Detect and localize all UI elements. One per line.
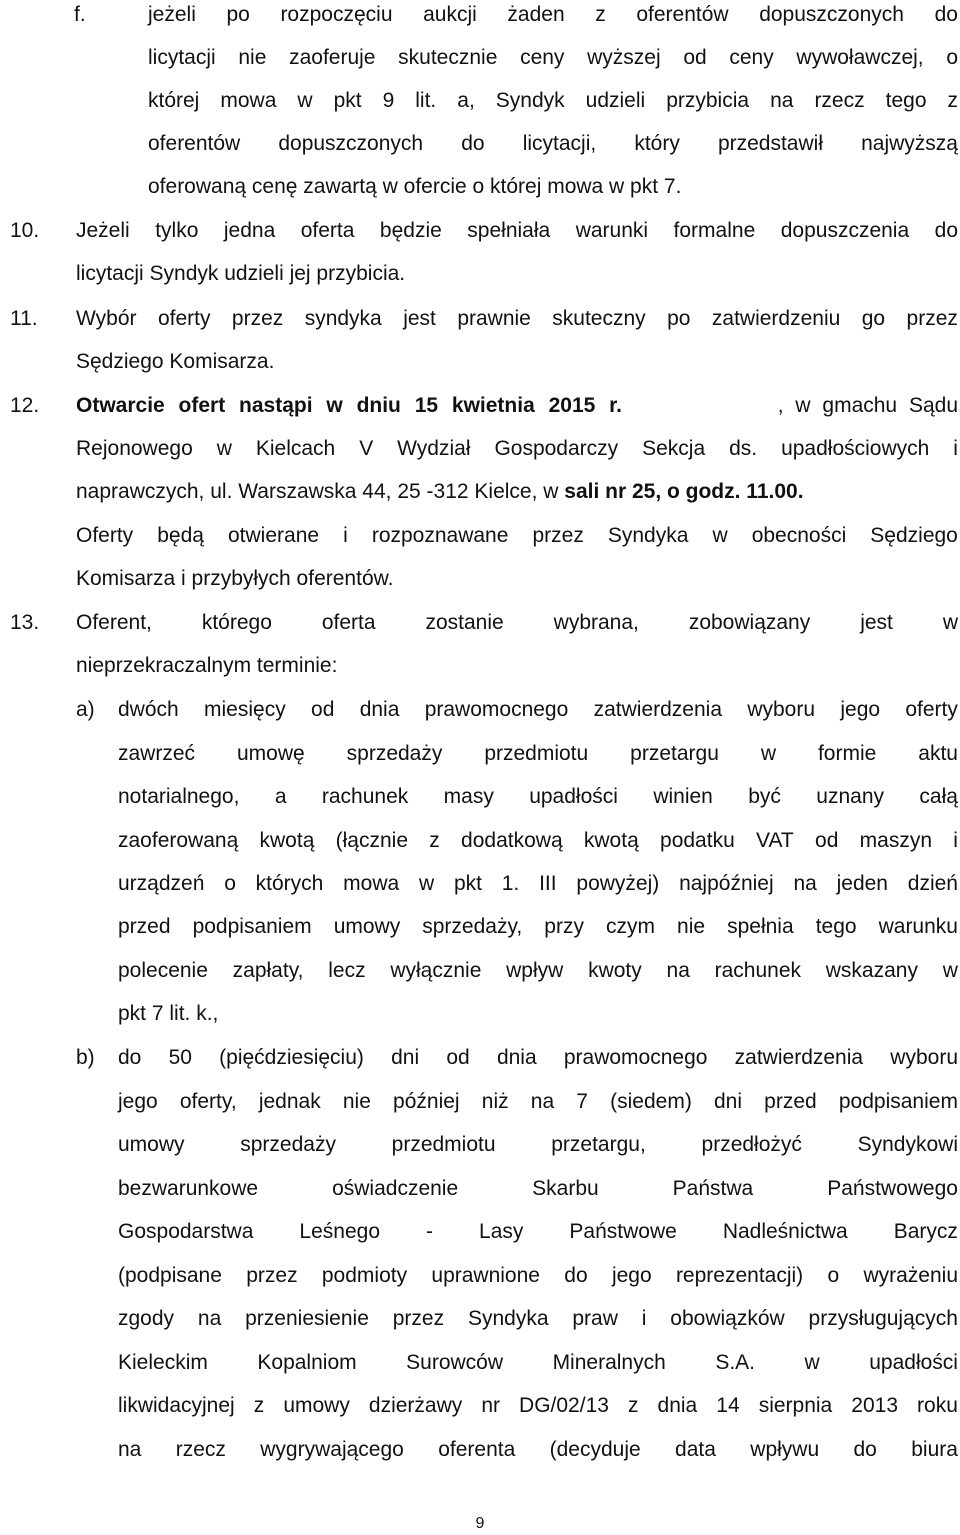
paragraph-text: naprawczych, ul. Warszawska 44, 25 -312 Kielce, w bbox=[76, 480, 565, 503]
word: nie bbox=[342, 1090, 371, 1113]
word: mowa bbox=[220, 89, 277, 112]
word: jeżeli bbox=[148, 3, 196, 26]
word: upadłości bbox=[869, 1351, 958, 1374]
word: rachunek bbox=[714, 959, 802, 982]
word: na bbox=[197, 1307, 222, 1330]
word: Syndyka bbox=[607, 524, 689, 547]
word: Syndyk bbox=[495, 89, 565, 112]
word: w bbox=[418, 872, 435, 895]
word: których bbox=[255, 872, 324, 895]
word: skutecznie bbox=[398, 46, 498, 69]
word: Państwa bbox=[672, 1177, 754, 1200]
word: umowy bbox=[118, 1133, 185, 1156]
word: Syndykowi bbox=[857, 1133, 958, 1156]
word: Kielcach bbox=[255, 437, 336, 460]
word: umowę bbox=[236, 742, 305, 765]
word: wyłącznie bbox=[390, 959, 482, 982]
word: biura bbox=[911, 1438, 958, 1461]
paragraph-line bbox=[118, 697, 958, 723]
word: do bbox=[853, 1438, 877, 1461]
word: jest bbox=[860, 611, 893, 634]
paragraph-line bbox=[76, 393, 958, 419]
word: której bbox=[148, 89, 200, 112]
word: zaoferowaną bbox=[118, 829, 239, 852]
word: miesięcy bbox=[204, 698, 286, 721]
paragraph-line bbox=[118, 871, 958, 897]
paragraph-line: nieprzekraczalnym terminie: bbox=[76, 654, 338, 677]
word: przed bbox=[764, 1090, 817, 1113]
word: do bbox=[934, 3, 958, 26]
word: rozpoznawane bbox=[371, 524, 509, 547]
word: przez bbox=[392, 1307, 445, 1330]
word: który bbox=[634, 132, 680, 155]
word: najpóźniej bbox=[679, 872, 774, 895]
word: dnia bbox=[496, 1046, 537, 1069]
word: likwidacyjnej bbox=[118, 1394, 235, 1417]
word: w bbox=[297, 89, 313, 112]
word: a, bbox=[457, 89, 475, 112]
word: (podpisane bbox=[118, 1264, 222, 1287]
paragraph-line bbox=[118, 1219, 958, 1245]
word: 14 bbox=[716, 1394, 740, 1417]
word: warunki bbox=[575, 219, 649, 242]
word: polecenie bbox=[118, 959, 208, 982]
word: sprzedaży bbox=[240, 1133, 336, 1156]
paragraph-line bbox=[148, 131, 958, 157]
word: pkt bbox=[453, 872, 482, 895]
word: na bbox=[666, 959, 690, 982]
word: VAT bbox=[756, 829, 794, 852]
paragraph-line bbox=[76, 218, 958, 244]
word: Wybór bbox=[76, 307, 137, 330]
word: przybicia bbox=[666, 89, 750, 112]
paragraph-line bbox=[148, 88, 958, 114]
word: przetargu, bbox=[551, 1133, 646, 1156]
word: ceny bbox=[520, 46, 565, 69]
word: podmioty bbox=[321, 1264, 408, 1287]
word: w bbox=[712, 524, 728, 547]
word: najwyższą bbox=[861, 132, 958, 155]
paragraph-line: pkt 7 lit. k., bbox=[118, 1002, 219, 1025]
word: go bbox=[861, 307, 886, 330]
word: prawomocnego bbox=[424, 698, 569, 721]
word: Wydział bbox=[397, 437, 471, 460]
word: Skarbu bbox=[532, 1177, 599, 1200]
word: zatwierdzenia bbox=[593, 698, 723, 721]
word: urządzeń bbox=[118, 872, 205, 895]
word: Sędziego bbox=[870, 524, 958, 547]
word: i bbox=[953, 437, 958, 460]
word: później bbox=[393, 1090, 460, 1113]
word: (łącznie bbox=[335, 829, 409, 852]
word: (siedem) bbox=[610, 1090, 692, 1113]
word: (pięćdziesięciu) bbox=[219, 1046, 364, 1069]
word: oferty bbox=[157, 307, 211, 330]
word: wywoławczej, bbox=[796, 46, 924, 69]
word: obecności bbox=[751, 524, 847, 547]
word: 7 bbox=[576, 1090, 588, 1113]
paragraph-line: Sędziego Komisarza. bbox=[76, 350, 275, 373]
word: mowa bbox=[343, 872, 400, 895]
word: DG/02/13 bbox=[519, 1394, 609, 1417]
word: wygrywającego bbox=[260, 1438, 404, 1461]
word: jedna bbox=[223, 219, 276, 242]
word: na bbox=[530, 1090, 555, 1113]
word: od bbox=[815, 829, 839, 852]
word: Nadleśnictwa bbox=[722, 1220, 848, 1243]
word: prawnie bbox=[457, 307, 531, 330]
word: wyższej bbox=[587, 46, 661, 69]
word: jego bbox=[611, 1264, 652, 1287]
word: Rejonowego bbox=[76, 437, 193, 460]
item-marker: f. bbox=[74, 3, 86, 26]
subitem-marker: b) bbox=[76, 1046, 95, 1069]
word: w bbox=[760, 742, 776, 765]
word: jego bbox=[118, 1090, 158, 1113]
word: z bbox=[627, 1394, 639, 1417]
paragraph-line bbox=[118, 958, 958, 984]
word: uznany bbox=[816, 785, 885, 808]
word: Kieleckim bbox=[118, 1351, 208, 1374]
item-marker: 12. bbox=[10, 394, 40, 417]
paragraph-line bbox=[118, 1176, 958, 1202]
word: którego bbox=[201, 611, 272, 634]
word: podatku bbox=[660, 829, 735, 852]
word: nie bbox=[238, 46, 267, 69]
word: V bbox=[359, 437, 374, 460]
word: lecz bbox=[328, 959, 366, 982]
paragraph-line bbox=[76, 479, 804, 505]
word: winien bbox=[653, 785, 713, 808]
word: - bbox=[426, 1220, 434, 1243]
word: 1. bbox=[501, 872, 520, 895]
word: III bbox=[539, 872, 557, 895]
word: kwotą bbox=[259, 829, 315, 852]
paragraph-line: Komisarza i przybyłych oferentów. bbox=[76, 567, 394, 590]
word: zostanie bbox=[425, 611, 504, 634]
paragraph-line bbox=[148, 45, 958, 71]
paragraph-line bbox=[118, 1393, 958, 1419]
word: rzecz bbox=[814, 89, 865, 112]
word: przysługujących bbox=[808, 1307, 958, 1330]
word: z bbox=[429, 829, 440, 852]
word: żaden bbox=[507, 3, 565, 26]
word: upadłościowych bbox=[781, 437, 930, 460]
paragraph-line bbox=[76, 523, 958, 549]
word: otwierane bbox=[228, 524, 320, 547]
word: kwotą bbox=[583, 829, 639, 852]
word: Barycz bbox=[893, 1220, 958, 1243]
word: zapłaty, bbox=[232, 959, 304, 982]
word: do bbox=[118, 1046, 142, 1069]
word: Kopalniom bbox=[257, 1351, 357, 1374]
word: jednak bbox=[258, 1090, 321, 1113]
word: w bbox=[942, 959, 958, 982]
word: kwoty bbox=[588, 959, 642, 982]
word: jest bbox=[403, 307, 436, 330]
word: wyboru bbox=[890, 1046, 958, 1069]
paragraph-line bbox=[118, 1089, 958, 1115]
word: a bbox=[274, 785, 287, 808]
word: syndyka bbox=[304, 307, 382, 330]
word: o bbox=[827, 1264, 840, 1287]
word: i bbox=[343, 524, 348, 547]
word: licytacji bbox=[148, 46, 216, 69]
word: dopuszczenia bbox=[780, 219, 910, 242]
word: oferentów bbox=[636, 3, 729, 26]
paragraph-line bbox=[118, 914, 958, 940]
item-marker: 13. bbox=[10, 611, 40, 634]
word: zgody bbox=[118, 1307, 175, 1330]
word: notarialnego, bbox=[118, 785, 240, 808]
word: dopuszczonych bbox=[278, 132, 424, 155]
word: Syndyka bbox=[467, 1307, 549, 1330]
word: Gospodarstwa bbox=[118, 1220, 254, 1243]
word: Leśnego bbox=[299, 1220, 380, 1243]
word: z bbox=[947, 89, 958, 112]
word: wpływ bbox=[506, 959, 564, 982]
word: aktu bbox=[918, 742, 958, 765]
word: na bbox=[118, 1438, 142, 1461]
word: z bbox=[595, 3, 606, 26]
word: przez bbox=[906, 307, 958, 330]
word: od bbox=[446, 1046, 470, 1069]
word: oferty, bbox=[179, 1090, 237, 1113]
word: przez bbox=[231, 307, 284, 330]
word: niż bbox=[481, 1090, 509, 1113]
word: Oferent, bbox=[76, 611, 152, 634]
word: przedmiotu bbox=[391, 1133, 496, 1156]
word: uprawnione bbox=[431, 1264, 540, 1287]
word: pkt bbox=[333, 89, 362, 112]
word: oferta bbox=[300, 219, 355, 242]
word: przy bbox=[544, 915, 584, 938]
word: umowy bbox=[333, 915, 401, 938]
word: tylko bbox=[155, 219, 199, 242]
word: sprzedaży, bbox=[422, 915, 523, 938]
word: spełnia bbox=[727, 915, 794, 938]
word: przez bbox=[532, 524, 584, 547]
word: z bbox=[253, 1394, 265, 1417]
word: dzień bbox=[907, 872, 958, 895]
word: o bbox=[946, 46, 958, 69]
word: dzierżawy bbox=[368, 1394, 463, 1417]
word: sprzedaży bbox=[346, 742, 443, 765]
word: jego bbox=[840, 698, 881, 721]
word: formie bbox=[817, 742, 877, 765]
word: rzecz bbox=[175, 1438, 226, 1461]
word: spełniała bbox=[467, 219, 551, 242]
word: do bbox=[934, 219, 958, 242]
word: do bbox=[461, 132, 485, 155]
word: zobowiązany bbox=[688, 611, 811, 634]
word: prawomocnego bbox=[563, 1046, 708, 1069]
word: wyboru bbox=[747, 698, 816, 721]
word: od bbox=[683, 46, 707, 69]
word: reprezentacji) bbox=[675, 1264, 804, 1287]
subitem-marker: a) bbox=[76, 698, 95, 721]
word: przetargu bbox=[630, 742, 719, 765]
word: przeniesienie bbox=[245, 1307, 369, 1330]
word: maszyn bbox=[859, 829, 932, 852]
word: tego bbox=[815, 915, 857, 938]
word: wpływu bbox=[750, 1438, 820, 1461]
word: Gospodarczy bbox=[494, 437, 619, 460]
paragraph-line bbox=[148, 2, 958, 28]
word: ceny bbox=[729, 46, 774, 69]
word: oferta bbox=[321, 611, 376, 634]
word: Państwowe bbox=[569, 1220, 677, 1243]
paragraph-line bbox=[118, 784, 958, 810]
paragraph-line bbox=[76, 436, 958, 462]
word: Sekcja bbox=[642, 437, 706, 460]
word: podpisaniem bbox=[192, 915, 312, 938]
word: przed bbox=[118, 915, 171, 938]
word: przedmiotu bbox=[484, 742, 589, 765]
word: nie bbox=[677, 915, 706, 938]
word: upadłości bbox=[529, 785, 618, 808]
word: bezwarunkowe bbox=[118, 1177, 259, 1200]
word: wskazany bbox=[825, 959, 918, 982]
paragraph-line bbox=[76, 610, 958, 636]
word: (decyduje bbox=[549, 1438, 641, 1461]
word: przedłożyć bbox=[701, 1133, 802, 1156]
word: będzie bbox=[379, 219, 442, 242]
word: Surowców bbox=[406, 1351, 504, 1374]
paragraph-line: licytacji Syndyk udzieli jej przybicia. bbox=[76, 262, 406, 285]
paragraph-line bbox=[118, 1132, 958, 1158]
word: od bbox=[311, 698, 335, 721]
word: licytacji, bbox=[522, 132, 597, 155]
word: oferenta bbox=[438, 1438, 516, 1461]
paragraph-line bbox=[118, 828, 958, 854]
word: skuteczny bbox=[552, 307, 646, 330]
word: Oferty bbox=[76, 524, 134, 547]
word: sierpnia bbox=[758, 1394, 833, 1417]
word: obowiązków bbox=[670, 1307, 785, 1330]
word: w bbox=[804, 1351, 820, 1374]
word: po bbox=[667, 307, 691, 330]
word: Lasy bbox=[479, 1220, 524, 1243]
item-marker: 11. bbox=[10, 307, 38, 330]
word: zatwierdzeniu bbox=[711, 307, 841, 330]
paragraph-line bbox=[118, 1350, 958, 1376]
paragraph-line bbox=[118, 741, 958, 767]
word: warunku bbox=[878, 915, 958, 938]
paragraph-line bbox=[118, 1437, 958, 1463]
word: nr bbox=[481, 1394, 500, 1417]
word: oświadczenie bbox=[332, 1177, 459, 1200]
word: rozpoczęciu bbox=[280, 3, 393, 26]
word: formalne bbox=[673, 219, 756, 242]
word: roku bbox=[917, 1394, 958, 1417]
word: do bbox=[564, 1264, 588, 1287]
word: oferty bbox=[905, 698, 958, 721]
word: praw bbox=[572, 1307, 618, 1330]
word: lit. bbox=[415, 89, 437, 112]
word: o bbox=[224, 872, 236, 895]
word: na bbox=[770, 89, 794, 112]
word: data bbox=[675, 1438, 716, 1461]
word: dni bbox=[713, 1090, 743, 1113]
word: będą bbox=[157, 524, 204, 547]
paragraph-line bbox=[76, 306, 958, 332]
paragraph-text: , w gmachu Sądu bbox=[777, 394, 958, 417]
word: dodatkową bbox=[461, 829, 563, 852]
word: i bbox=[953, 829, 958, 852]
word: czym bbox=[606, 915, 655, 938]
page-number: 9 bbox=[475, 1515, 485, 1532]
word: wybrana, bbox=[553, 611, 639, 634]
word: udzieli bbox=[585, 89, 646, 112]
word: dnia bbox=[359, 698, 400, 721]
word: Mineralnych bbox=[552, 1351, 666, 1374]
word: dopuszczonych bbox=[759, 3, 904, 26]
word: tego bbox=[885, 89, 927, 112]
word: zaoferuje bbox=[289, 46, 376, 69]
word: 50 bbox=[168, 1046, 192, 1069]
word: jeden bbox=[836, 872, 888, 895]
paragraph-line bbox=[118, 1045, 958, 1071]
word: masy bbox=[443, 785, 494, 808]
word: wyrażeniu bbox=[863, 1264, 958, 1287]
word: być bbox=[748, 785, 781, 808]
word: zawrzeć bbox=[118, 742, 196, 765]
word: Jeżeli bbox=[76, 219, 130, 242]
word: Państwowego bbox=[827, 1177, 958, 1200]
word: aukcji bbox=[423, 3, 477, 26]
word: dni bbox=[391, 1046, 420, 1069]
room-time-text: sali nr 25, o godz. 11.00. bbox=[564, 480, 804, 503]
paragraph-line bbox=[118, 1306, 958, 1332]
word: i bbox=[641, 1307, 647, 1330]
word: oferentów bbox=[148, 132, 241, 155]
word: całą bbox=[919, 785, 958, 808]
word: 2013 bbox=[851, 1394, 898, 1417]
word: 9 bbox=[382, 89, 395, 112]
word: w bbox=[216, 437, 232, 460]
word: przedstawił bbox=[717, 132, 823, 155]
paragraph-line: oferowaną cenę zawartą w ofercie o której mowa w pkt 7. bbox=[148, 175, 682, 198]
word: dnia bbox=[657, 1394, 698, 1417]
word: dwóch bbox=[118, 698, 179, 721]
word: S.A. bbox=[715, 1351, 755, 1374]
word: w bbox=[942, 611, 958, 634]
word: ds. bbox=[729, 437, 758, 460]
paragraph-line bbox=[118, 1263, 958, 1289]
word: umowy bbox=[283, 1394, 350, 1417]
item-marker: 10. bbox=[10, 219, 40, 242]
word: rachunek bbox=[321, 785, 409, 808]
word: zatwierdzenia bbox=[734, 1046, 864, 1069]
word: na bbox=[793, 872, 817, 895]
word: po bbox=[226, 3, 250, 26]
word: przez bbox=[246, 1264, 298, 1287]
opening-date-text: Otwarcie ofert nastąpi w dniu 15 kwietnia 2015 r. bbox=[76, 394, 623, 417]
word: powyżej) bbox=[576, 872, 660, 895]
word: podpisaniem bbox=[838, 1090, 958, 1113]
